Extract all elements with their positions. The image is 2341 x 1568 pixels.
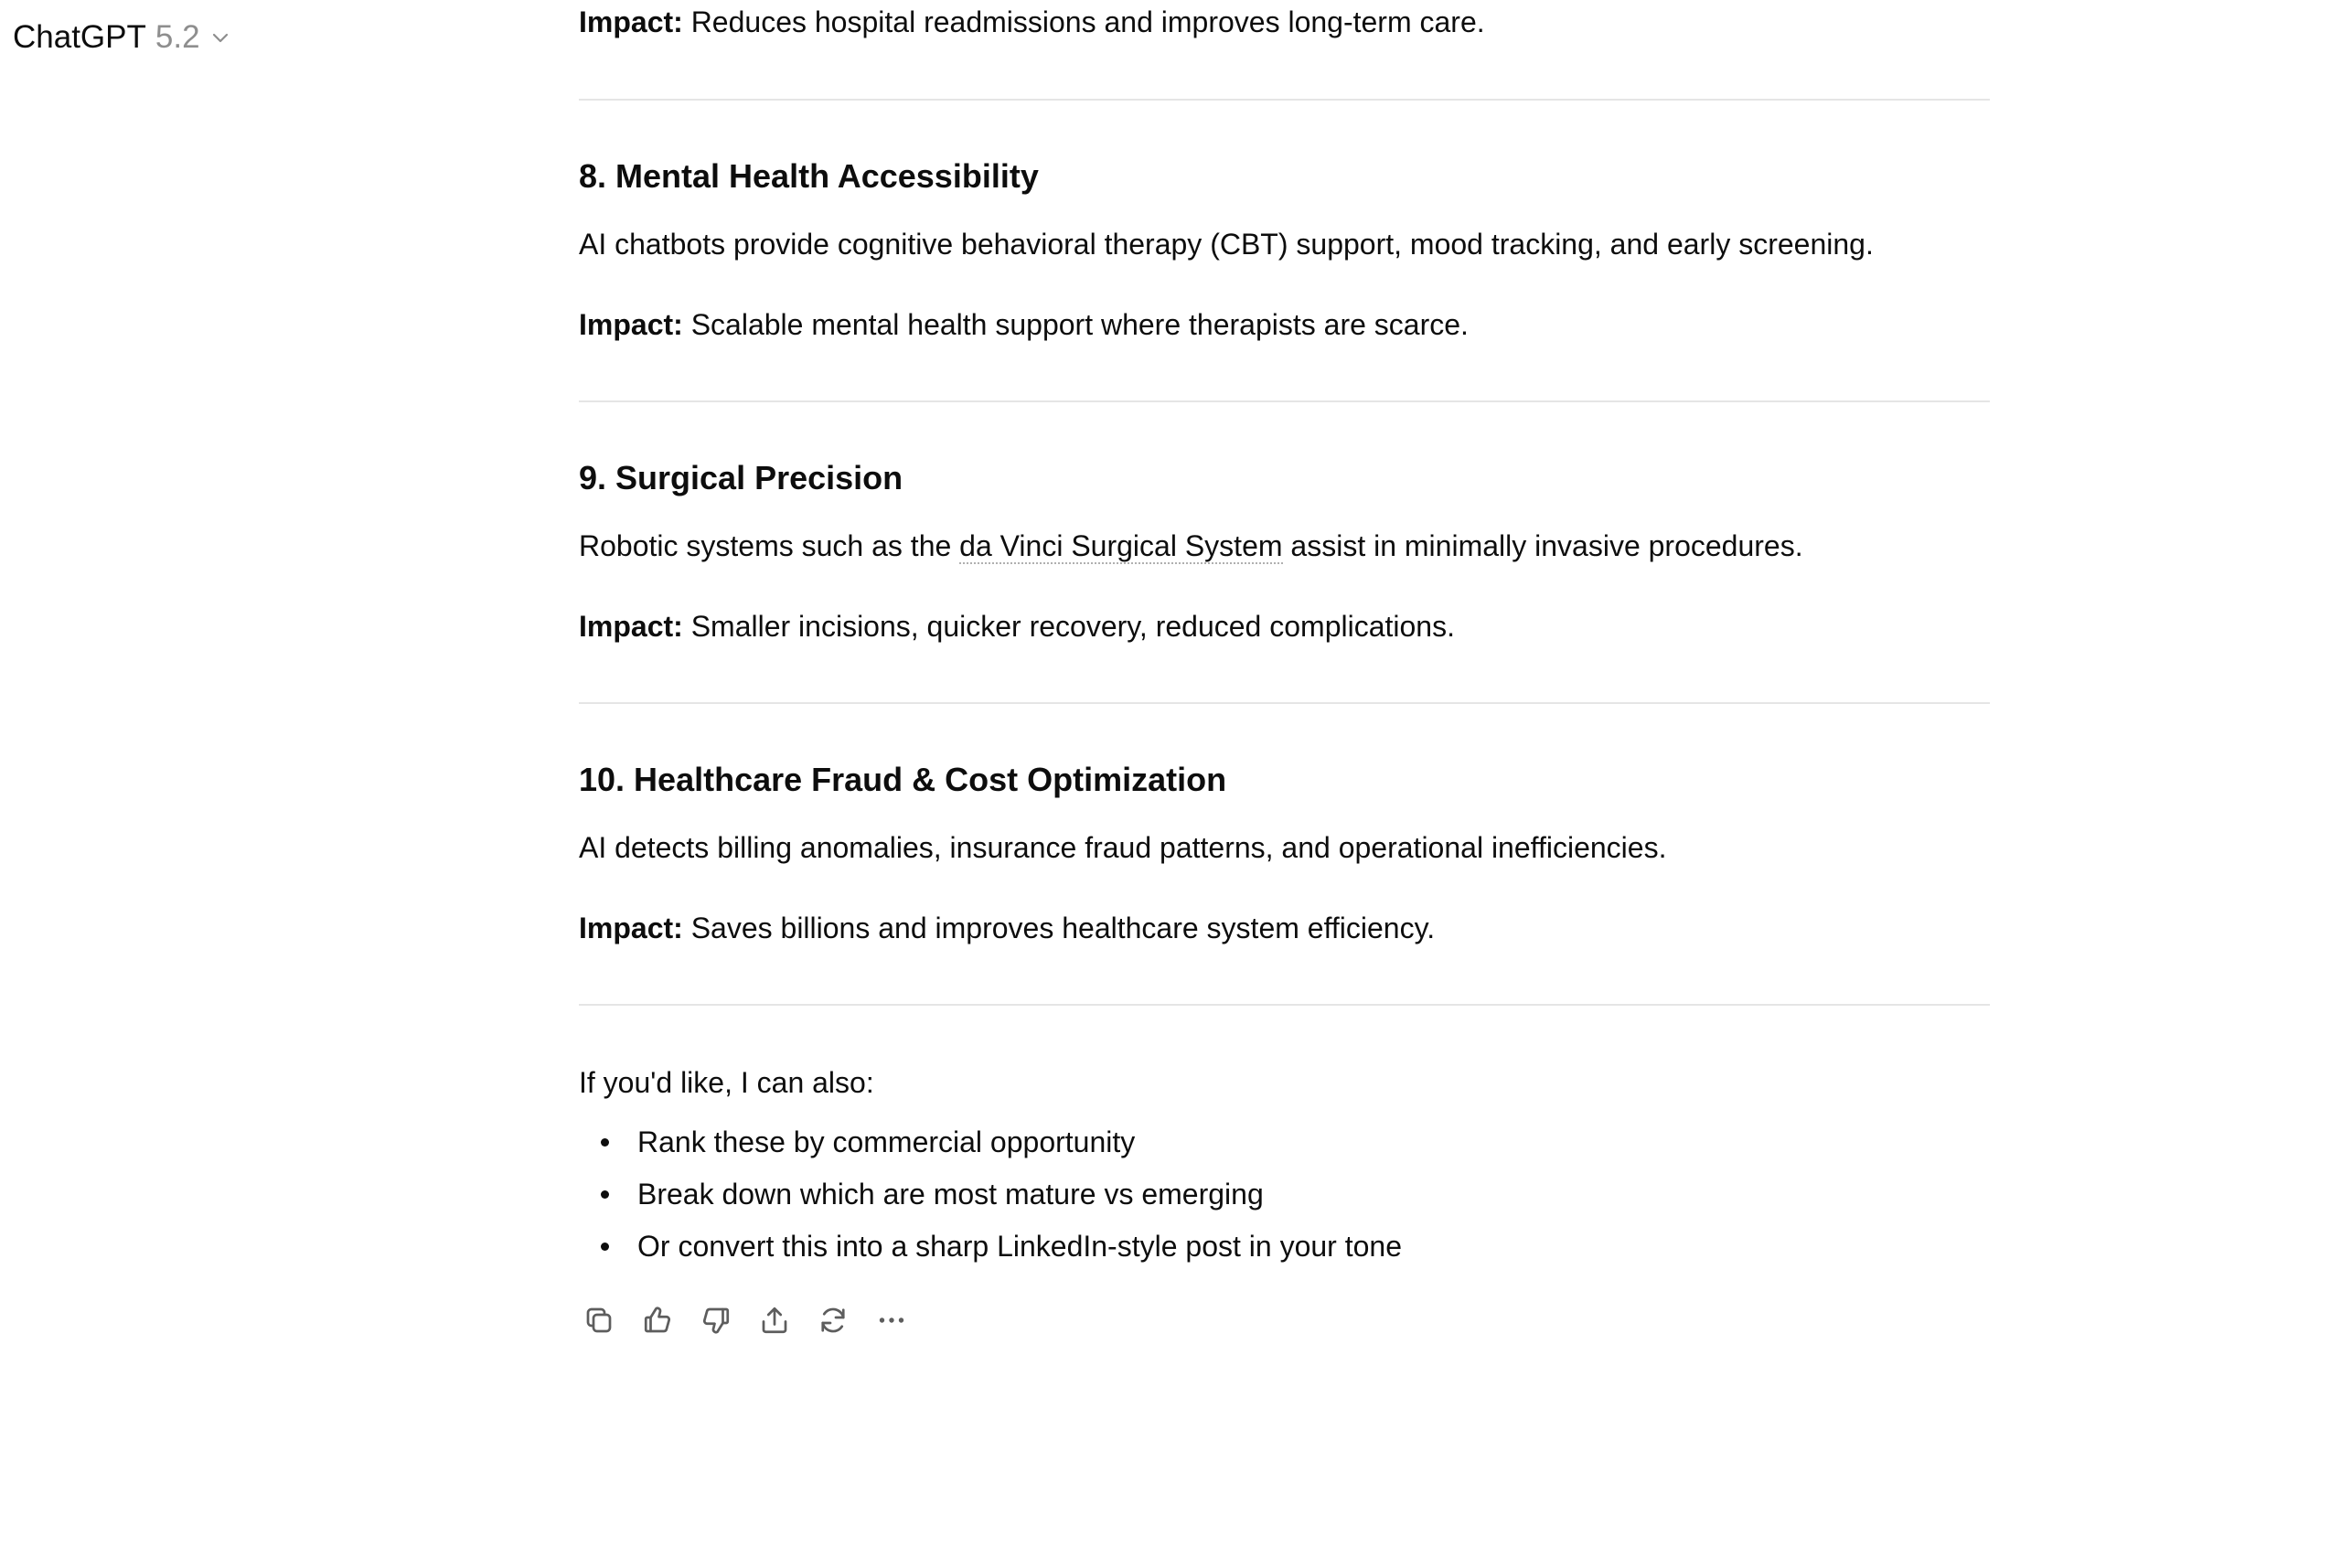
impact-label: Impact:: [579, 610, 683, 643]
impact-label: Impact:: [579, 308, 683, 341]
impact-label: Impact:: [579, 5, 683, 38]
bullet-icon: [601, 1190, 609, 1199]
share-icon: [758, 1304, 791, 1337]
impact-text: Scalable mental health support where therapists are scarce.: [690, 308, 1469, 341]
section-heading: 9. Surgical Precision: [579, 459, 903, 496]
impact-text: Reduces hospital readmissions and improves long-term care.: [690, 5, 1485, 38]
impact-text: Saves billions and improves healthcare system efficiency.: [690, 912, 1436, 944]
list-item-text: Or convert this into a sharp LinkedIn-style post in your tone: [637, 1230, 1402, 1263]
model-selector[interactable]: [13, 15, 231, 60]
impact-line: [579, 0, 1485, 44]
body-text: assist in minimally invasive procedures.: [1290, 529, 1803, 562]
app-name: ChatGPT: [13, 19, 146, 55]
impact-line: [579, 303, 1469, 347]
divider: [579, 702, 1990, 704]
divider: [579, 400, 1990, 402]
chevron-down-icon: [209, 27, 231, 48]
thumbs-down-icon: [700, 1304, 732, 1337]
bullet-icon: [601, 1138, 609, 1147]
model-version: 5.2: [155, 19, 200, 55]
message-actions: [579, 1300, 912, 1340]
thumbs-up-icon: [641, 1304, 674, 1337]
followup-intro: If you'd like, I can also:: [579, 1066, 874, 1099]
impact-line: [579, 604, 1455, 648]
section-body: AI chatbots provide cognitive behavioral therapy (CBT) support, mood tracking, and early screening.: [579, 228, 1874, 261]
divider: [579, 1004, 1990, 1006]
entity-link[interactable]: da Vinci Surgical System: [959, 529, 1283, 562]
list-item: [579, 1120, 1402, 1172]
share-button[interactable]: [754, 1300, 795, 1340]
regenerate-button[interactable]: [813, 1300, 853, 1340]
list-item: [579, 1224, 1402, 1276]
section-heading: 10. Healthcare Fraud & Cost Optimization: [579, 761, 1227, 798]
section-heading: 8. Mental Health Accessibility: [579, 157, 1039, 195]
copy-icon: [583, 1304, 615, 1337]
impact-label: Impact:: [579, 912, 683, 944]
copy-button[interactable]: [579, 1300, 619, 1340]
list-item: [579, 1172, 1402, 1224]
impact-line: [579, 906, 1435, 950]
list-item-text: Rank these by commercial opportunity: [637, 1125, 1136, 1158]
followup-list: [579, 1120, 1402, 1276]
regenerate-icon: [817, 1304, 850, 1337]
impact-text: Smaller incisions, quicker recovery, reduced complications.: [690, 610, 1455, 643]
section-body: [579, 524, 1803, 568]
divider: [579, 99, 1990, 101]
more-button[interactable]: [871, 1300, 912, 1340]
section-body: AI detects billing anomalies, insurance fraud patterns, and operational inefficiencies.: [579, 831, 1667, 864]
thumbs-up-button[interactable]: [637, 1300, 678, 1340]
list-item-text: Break down which are most mature vs emerging: [637, 1178, 1264, 1211]
bullet-icon: [601, 1243, 609, 1251]
thumbs-down-button[interactable]: [696, 1300, 736, 1340]
more-icon: [875, 1304, 908, 1337]
body-text: Robotic systems such as the: [579, 529, 952, 562]
